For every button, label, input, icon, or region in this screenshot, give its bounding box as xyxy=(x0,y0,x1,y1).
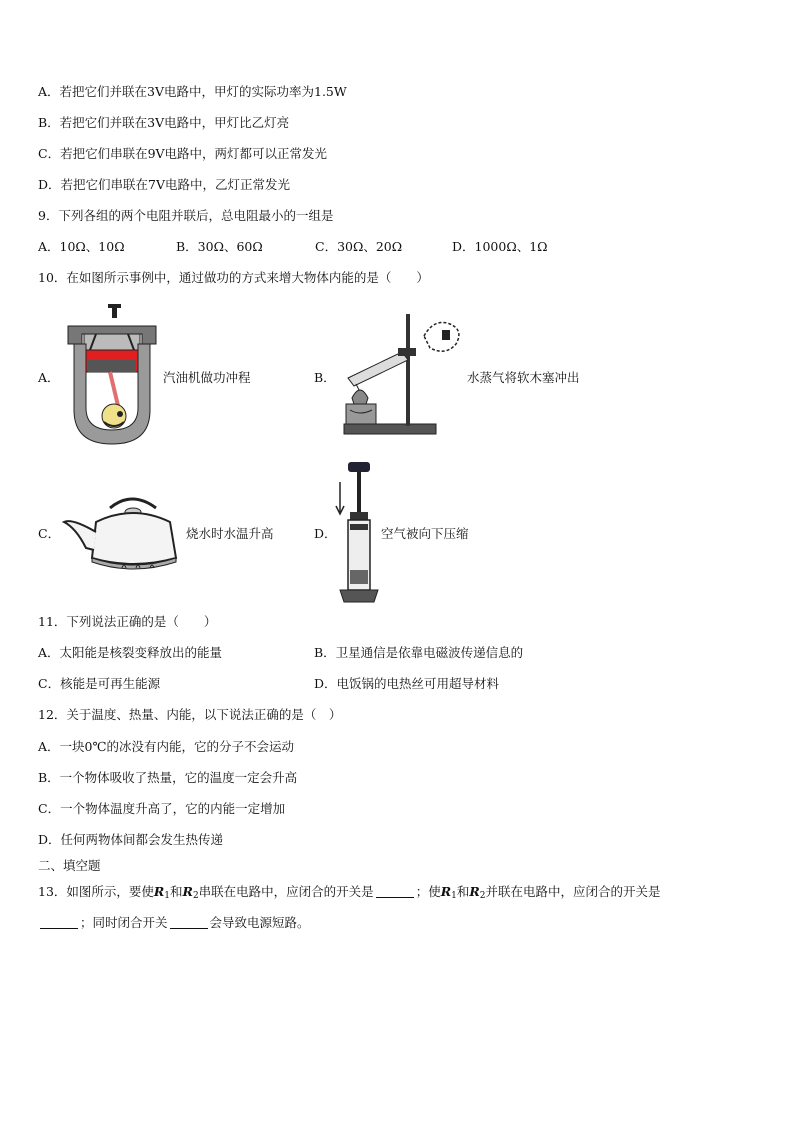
q11-option-d: D．电饭锅的电热丝可用超导材料 xyxy=(314,676,500,691)
q12-option-c: C．一个物体温度升高了，它的内能一定增加 xyxy=(38,801,286,816)
q9-option-b: B．30Ω、60Ω xyxy=(176,239,263,254)
q12-option-b: B．一个物体吸收了热量，它的温度一定会升高 xyxy=(38,770,298,785)
q13-line1: 13．如图所示，要使$R_1$和$R_2$串联在电路中，应闭合的开关是 ；使$R_1$和$R_2$并联在电路中，应闭合的开关是 xyxy=(38,884,661,901)
answer-blank-1[interactable] xyxy=(376,885,414,898)
section-heading: 二、填空题 xyxy=(38,858,101,873)
q12-option-d: D．任何两物体间都会发生热传递 xyxy=(38,832,224,847)
q10-option-d-letter: D． xyxy=(314,526,337,541)
q10-option-a-letter: A． xyxy=(38,370,60,385)
q11-option-c: C．核能是可再生能源 xyxy=(38,676,161,691)
q8-option-d: D．若把它们串联在7V电路中，乙灯正常发光 xyxy=(38,177,291,192)
q10-option-c-letter: C． xyxy=(38,526,61,541)
test-tube-stopper-icon xyxy=(338,312,466,440)
q9-option-d: D．1000Ω、1Ω xyxy=(452,239,548,254)
q11-option-a: A．太阳能是核裂变释放出的能量 xyxy=(38,645,223,660)
q9-option-a: A．10Ω、10Ω xyxy=(38,239,125,254)
q8-option-b: B．若把它们并联在3V电路中，甲灯比乙灯亮 xyxy=(38,115,290,130)
q10-option-b-letter: B． xyxy=(314,370,336,385)
q13-line2: ；同时闭合开关 会导致电源短路。 xyxy=(38,915,310,931)
q10-stem: 10．在如图所示事例中，通过做功的方式来增大物体内能的是（ ） xyxy=(38,270,429,285)
answer-blank-2[interactable] xyxy=(40,916,78,929)
q9-stem: 9．下列各组的两个电阻并联后，总电阻最小的一组是 xyxy=(38,208,334,223)
kettle-icon xyxy=(62,488,184,574)
air-pump-icon xyxy=(332,460,382,608)
q8-option-a: A．若把它们并联在3V电路中，甲灯的实际功率为1.5W xyxy=(38,84,347,99)
q10-option-b-caption: 水蒸气将软木塞冲出 xyxy=(467,370,580,385)
q10-option-a-caption: 汽油机做功冲程 xyxy=(163,370,251,385)
q12-option-a: A．一块0℃的冰没有内能，它的分子不会运动 xyxy=(38,739,294,754)
q11-option-b: B．卫星通信是依靠电磁波传递信息的 xyxy=(314,645,524,660)
q8-option-c: C．若把它们串联在9V电路中，两灯都可以正常发光 xyxy=(38,146,328,161)
q11-stem: 11．下列说法正确的是（ ） xyxy=(38,614,217,629)
q10-option-d-caption: 空气被向下压缩 xyxy=(381,526,469,541)
q12-stem: 12．关于温度、热量、内能，以下说法正确的是（ ） xyxy=(38,707,342,722)
gasoline-engine-icon xyxy=(62,304,162,450)
q10-option-c-caption: 烧水时水温升高 xyxy=(186,526,274,541)
q9-option-c: C．30Ω、20Ω xyxy=(315,239,403,254)
answer-blank-3[interactable] xyxy=(170,916,208,929)
